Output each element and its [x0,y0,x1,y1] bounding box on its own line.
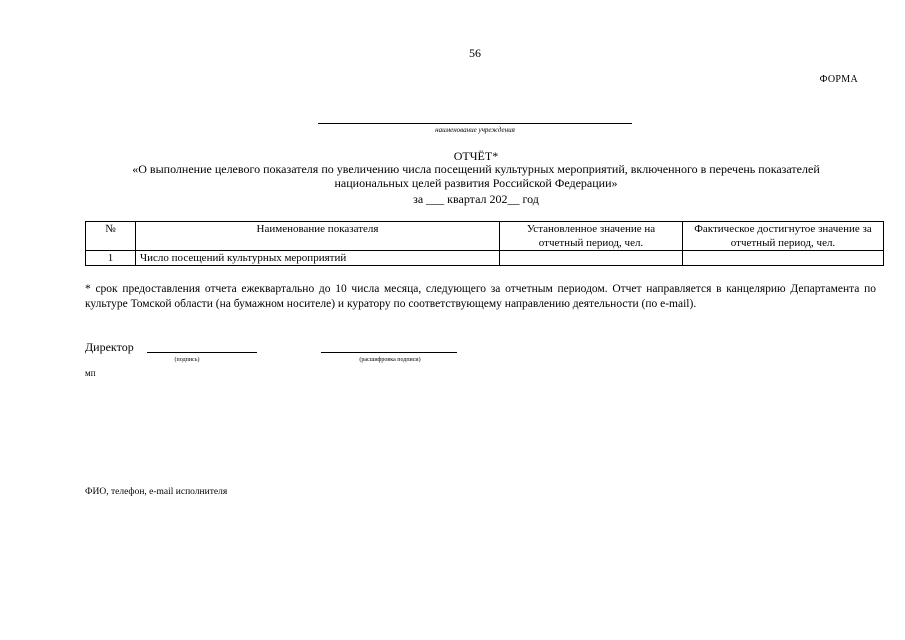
header-name: Наименование показателя [136,222,500,251]
cell-name: Число посещений культурных мероприятий [136,251,500,266]
report-title: ОТЧЁТ* [453,149,499,163]
cell-planned[interactable] [500,251,683,266]
signature-line [147,352,257,353]
page-number: 56 [469,46,481,60]
report-subtitle-line-1: «О выполнение целевого показателя по увеличению числа посещений культурных мероприятий, включенного в перечень показателей [132,162,820,176]
report-subtitle-line-2: национальных целей развития Российской Федерации» [334,176,618,190]
header-num: № [86,222,136,251]
decoding-line [321,352,457,353]
institution-caption: наименование учреждения [435,126,515,134]
header-planned: Установленное значение на отчетный период, чел. [500,222,683,251]
footnote: * срок предоставления отчета ежеквартально до 10 числа месяца, следующего за отчетным периодом. Отчет направляется в канцелярию Департамента по культуре Томской области (на бумажном носителе) и куратору по соответствующему направлению деятельности (по e-mail). [85,283,876,310]
form-label: ФОРМА [819,74,858,85]
institution-line [318,123,632,124]
director-label: Директор [85,340,134,354]
decoding-caption: (расшифровка подписи) [359,357,421,363]
report-table [85,221,884,266]
report-period: за ___ квартал 202__ год [413,192,539,206]
cell-num: 1 [86,251,136,266]
executor-label: ФИО, телефон, e-mail исполнителя [85,487,228,497]
cell-actual[interactable] [683,251,884,266]
table-header-row [86,222,884,251]
stamp-label: мп [85,368,96,378]
header-actual: Фактическое достигнутое значение за отчетный период, чел. [683,222,884,251]
signature-caption: (подпись) [174,357,200,363]
table-row [86,251,884,266]
